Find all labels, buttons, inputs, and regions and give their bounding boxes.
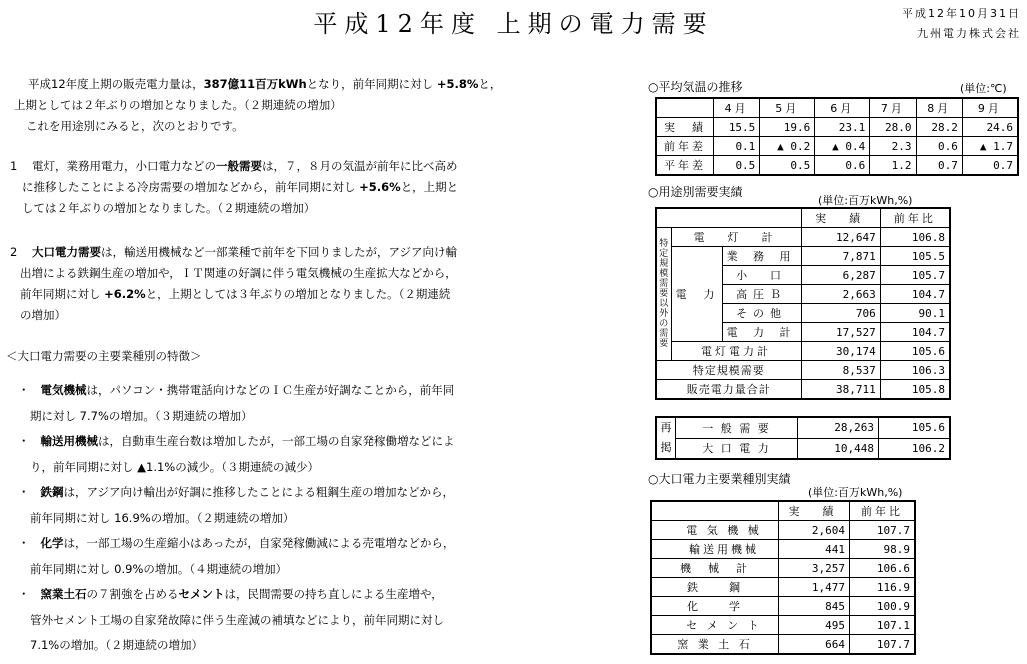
- feature-text: は，民間需要の持ち直しによる生産増や，: [224, 587, 443, 601]
- actual-cell: 2,663: [801, 285, 880, 304]
- row-label: 高圧Ｂ: [722, 285, 801, 304]
- row-label: セ メ ン ト: [651, 616, 779, 635]
- feature-item: [18, 582, 454, 659]
- row-label: 業 務 用: [722, 247, 801, 266]
- actual-cell: 28,263: [798, 417, 879, 438]
- reprint-label: 再掲: [656, 417, 676, 459]
- feature-text: は，パソコン・携帯電話向けなどのＩＣ生産が好調なことから，前年同: [86, 383, 455, 397]
- actual-cell: 664: [779, 635, 850, 655]
- temp-cell: 1.2: [870, 156, 916, 176]
- table-row: [656, 228, 950, 247]
- month-header: 8月: [916, 98, 962, 118]
- temp-cell: 24.6: [962, 118, 1018, 137]
- item-text: と，上期と: [400, 180, 459, 194]
- ratio-cell: 107.7: [850, 635, 916, 655]
- month-header: 4月: [714, 98, 760, 118]
- table-row: [656, 361, 950, 380]
- item1-paragraph: [10, 156, 458, 219]
- temp-unit: (単位:℃): [960, 82, 1007, 95]
- row-label: 大 口 電 力: [676, 438, 798, 459]
- intro-growth: +5.8%: [436, 77, 479, 91]
- actual-cell: 495: [779, 616, 850, 635]
- actual-cell: 706: [801, 304, 880, 323]
- row-label: 輸送用機械: [651, 540, 779, 559]
- reprint-table: [655, 416, 951, 460]
- company-name: 九州電力株式会社: [917, 27, 1021, 40]
- table-row: [656, 342, 950, 361]
- col-header-actual: 実 績: [779, 501, 850, 521]
- feature-item: [18, 429, 454, 480]
- temp-cell: 0.1: [714, 137, 760, 156]
- actual-cell: 845: [779, 597, 850, 616]
- table-row: [656, 247, 950, 266]
- feature-text: 前年同期に対し 16.9%の増加。（２期連続の増加）: [30, 510, 295, 525]
- item-text: の増加）: [20, 308, 66, 322]
- item-text: に推移したことによる冷房需要の増加などから，前年同期に対し: [22, 180, 360, 194]
- row-label: 電 気 機 械: [651, 521, 779, 540]
- ratio-cell: 100.9: [850, 597, 916, 616]
- item-number: 2: [10, 245, 18, 259]
- temp-cell: ▲ 1.7: [962, 137, 1018, 156]
- temp-cell: 28.0: [870, 118, 916, 137]
- feature-keyword: セメント: [178, 587, 225, 601]
- actual-cell: 441: [779, 540, 850, 559]
- report-date: 平成12年10月31日: [902, 7, 1021, 20]
- feature-text: の７割強を占める: [86, 587, 179, 601]
- actual-cell: 38,711: [801, 380, 880, 400]
- row-label: 販売電力量合計: [656, 380, 801, 400]
- item-keyword: 一般需要: [215, 159, 262, 173]
- actual-cell: 30,174: [801, 342, 880, 361]
- ratio-cell: 106.2: [879, 438, 951, 459]
- ratio-cell: 104.7: [880, 285, 950, 304]
- side-label: 特定規模需要以外の需要: [656, 228, 671, 361]
- actual-cell: 8,537: [801, 361, 880, 380]
- header-meta: [902, 4, 1021, 44]
- feature-text: 前年同期に対し 0.9%の増加。（４期連続の増加）: [30, 561, 288, 576]
- bullet: ・: [18, 536, 30, 550]
- feature-text: は，自動車生産台数は増加したが，一部工場の自家発稼働増などによ: [97, 434, 455, 448]
- feature-text: は，アジア向け輸出が好調に推移したことによる粗鋼生産の増加などから，: [63, 485, 455, 499]
- temp-heading: ○平均気温の推移: [648, 80, 743, 94]
- feature-text: 管外セメント工場の自家発故障に伴う生産減の補填などにより，前年同期に対し: [30, 612, 444, 627]
- feature-keyword: 鉄鋼: [40, 485, 64, 499]
- temp-cell: 2.3: [870, 137, 916, 156]
- feature-item: [18, 531, 454, 582]
- actual-cell: 17,527: [801, 323, 880, 342]
- feature-text: は，一部工場の生産縮小はあったが，自家発稼働減による売電増などから，: [63, 536, 455, 550]
- temp-cell: 0.6: [916, 137, 962, 156]
- bullet: ・: [18, 383, 30, 397]
- power-label: 電 力: [671, 247, 722, 342]
- row-label: 小 口: [722, 266, 801, 285]
- temperature-table: [655, 97, 1019, 176]
- item-growth: +5.6%: [359, 180, 401, 194]
- feature-keyword: 化学: [40, 536, 64, 550]
- table-row: [651, 521, 915, 540]
- table-corner: [656, 208, 801, 228]
- intro-text: となり，前年同期に対し: [306, 77, 437, 91]
- usage-table: [655, 207, 951, 400]
- temp-cell: 0.6: [815, 156, 870, 176]
- ratio-cell: 106.8: [880, 228, 950, 247]
- feature-keyword: 輸送用機械: [40, 434, 98, 448]
- row-label: その他: [722, 304, 801, 323]
- temp-cell: 0.7: [916, 156, 962, 176]
- feature-text: 期に対し 7.7%の増加。（３期連続の増加）: [30, 408, 253, 423]
- ratio-cell: 105.6: [880, 342, 950, 361]
- features-heading: ＜大口電力需要の主要業種別の特徴＞: [6, 349, 202, 363]
- month-header: 9月: [962, 98, 1018, 118]
- table-row: [656, 417, 950, 438]
- intro-text: これを用途別にみると，次のとおりです。: [26, 119, 244, 133]
- intro-text: 上期としては２年ぶりの増加となりました。（２期連続の増加）: [14, 98, 342, 112]
- table-row: [651, 616, 915, 635]
- usage-unit: (単位:百万kWh,%): [818, 194, 913, 207]
- bullet: ・: [18, 485, 30, 499]
- temp-cell: 0.5: [760, 156, 815, 176]
- ratio-cell: 105.5: [880, 247, 950, 266]
- item-text: は，７，８月の気温が前年に比べ高め: [261, 159, 458, 173]
- table-corner: [656, 98, 714, 118]
- ratio-cell: 104.7: [880, 323, 950, 342]
- temp-cell: 23.1: [815, 118, 870, 137]
- col-header-ratio: 前年比: [850, 501, 916, 521]
- item-text: 前年同期に対し: [20, 287, 105, 301]
- ratio-cell: 106.6: [850, 559, 916, 578]
- bullet: ・: [18, 587, 30, 601]
- ratio-cell: 105.6: [879, 417, 951, 438]
- bullet: ・: [18, 434, 30, 448]
- month-header: 6月: [815, 98, 870, 118]
- row-label: 前年差: [656, 137, 714, 156]
- temp-cell: 0.7: [962, 156, 1018, 176]
- intro-text: と，: [478, 77, 502, 91]
- item-growth: +6.2%: [104, 287, 146, 301]
- feature-keyword: 窯業土石: [40, 587, 87, 601]
- col-header-ratio: 前年比: [880, 208, 950, 228]
- row-label: 電灯電力計: [671, 342, 801, 361]
- row-label: 電 力 計: [722, 323, 801, 342]
- table-corner: [651, 501, 779, 521]
- table-row: [651, 578, 915, 597]
- table-row: [656, 118, 1018, 137]
- industry-unit: (単位:百万kWh,%): [808, 486, 903, 499]
- row-label: 電 灯 計: [671, 228, 801, 247]
- feature-item: [18, 378, 454, 429]
- ratio-cell: 98.9: [850, 540, 916, 559]
- temp-cell: 19.6: [760, 118, 815, 137]
- item2-paragraph: [10, 242, 457, 326]
- item-text: 電灯，業務用電力，小口電力などの: [31, 159, 216, 173]
- ratio-cell: 107.7: [850, 521, 916, 540]
- intro-paragraph: [14, 74, 501, 137]
- feature-item: [18, 480, 454, 531]
- feature-text: 7.1%の増加。（２期連続の増加）: [30, 638, 203, 652]
- ratio-cell: 116.9: [850, 578, 916, 597]
- intro-text: 平成12年度上期の販売電力量は，: [28, 77, 204, 91]
- item-text: 出増による鉄鋼生産の増加や，ＩＴ関連の好調に伴う電気機械の生産拡大などから，: [20, 266, 457, 280]
- temp-cell: 28.2: [916, 118, 962, 137]
- ratio-cell: 106.3: [880, 361, 950, 380]
- month-header: 5月: [760, 98, 815, 118]
- actual-cell: 10,448: [798, 438, 879, 459]
- actual-cell: 1,477: [779, 578, 850, 597]
- features-list: [18, 378, 454, 659]
- feature-text: り，前年同期に対し ▲1.1%の減少。（３期連続の減少）: [30, 459, 319, 474]
- table-row: [656, 438, 950, 459]
- industry-table: [650, 500, 916, 655]
- col-header-actual: 実 績: [801, 208, 880, 228]
- row-label: 特定規模需要: [656, 361, 801, 380]
- row-label: 実 績: [656, 118, 714, 137]
- actual-cell: 3,257: [779, 559, 850, 578]
- table-row: [656, 380, 950, 400]
- industry-heading: ○大口電力主要業種別実績: [648, 472, 791, 486]
- month-header: 7月: [870, 98, 916, 118]
- temp-cell: ▲ 0.2: [760, 137, 815, 156]
- table-row: [656, 156, 1018, 176]
- table-row: [651, 559, 915, 578]
- actual-cell: 2,604: [779, 521, 850, 540]
- ratio-cell: 105.8: [880, 380, 950, 400]
- feature-keyword: 電気機械: [40, 383, 87, 397]
- row-label: 一 般 需 要: [676, 417, 798, 438]
- ratio-cell: 90.1: [880, 304, 950, 323]
- temp-cell: ▲ 0.4: [815, 137, 870, 156]
- row-label: 鉄 鋼: [651, 578, 779, 597]
- item-text: と，上期としては３年ぶりの増加となりました。（２期連続: [145, 287, 451, 301]
- ratio-cell: 107.1: [850, 616, 916, 635]
- row-label: 機 械 計: [651, 559, 779, 578]
- table-row: [651, 597, 915, 616]
- table-row: [651, 540, 915, 559]
- temp-cell: 0.5: [714, 156, 760, 176]
- actual-cell: 7,871: [801, 247, 880, 266]
- item-keyword: 大口電力需要: [31, 245, 101, 259]
- actual-cell: 6,287: [801, 266, 880, 285]
- row-label: 化 学: [651, 597, 779, 616]
- item-number: 1: [10, 159, 18, 173]
- page-title: 平成12年度 上期の電力需要: [313, 10, 714, 38]
- item-text: は，輸送用機械など一部業種で前年を下回りましたが，アジア向け輸: [100, 245, 457, 259]
- actual-cell: 12,647: [801, 228, 880, 247]
- table-row: [651, 635, 915, 655]
- intro-total: 387億11百万kWh: [203, 77, 307, 91]
- usage-heading: ○用途別需要実績: [648, 185, 743, 199]
- item-text: しては２年ぶりの増加となりました。（２期連続の増加）: [22, 201, 316, 215]
- row-label: 平年差: [656, 156, 714, 176]
- row-label: 窯 業 土 石: [651, 635, 779, 655]
- temp-cell: 15.5: [714, 118, 760, 137]
- ratio-cell: 105.7: [880, 266, 950, 285]
- table-row: [656, 137, 1018, 156]
